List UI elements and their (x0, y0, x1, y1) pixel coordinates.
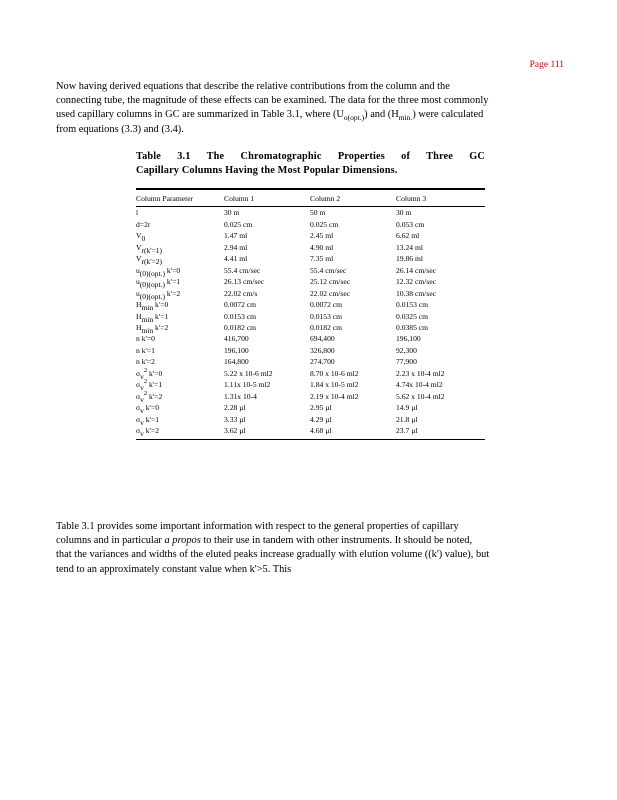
value-cell: 23.7 µl (396, 425, 485, 439)
table-row (136, 219, 485, 230)
value-cell: 274,700 (310, 357, 335, 367)
value-cell: 196,100 (396, 334, 421, 344)
table-row (136, 253, 485, 264)
table-row (136, 356, 485, 367)
outro-line: Table 3.1 provides some important information with respect to the general properties of capillary (56, 521, 459, 532)
value-cell: 3.62 µl (224, 425, 310, 439)
value-cell: 4.90 ml (310, 242, 334, 252)
table-row (136, 425, 485, 439)
value-cell: 0.025 cm (310, 219, 339, 229)
value-cell: 2.45 ml (310, 231, 334, 241)
value-cell: 77,900 (396, 357, 417, 367)
parameter-cell: l (136, 208, 139, 218)
parameter-cell: $V_0$ (136, 231, 146, 244)
value-cell: 92,300 (396, 345, 417, 355)
outro-line: that the variances and widths of the eluted peaks increase gradually with elution volume ((k') value), but (56, 549, 490, 561)
table-3-1 (136, 150, 485, 440)
value-cell: 8.70 x 10-6 ml2 (310, 368, 359, 378)
value-cell: 55.4 cm/sec (310, 265, 347, 275)
table-row (136, 379, 485, 390)
parameter-cell: $V_{r(k'=2)}$ (136, 254, 163, 267)
table-row (136, 391, 485, 402)
value-cell: 13.24 ml (396, 242, 424, 252)
intro-line: connecting tube, the magnitude of these effects can be examined. The data for the three most commonly (56, 95, 489, 107)
table-row (136, 230, 485, 241)
value-cell: 0.0182 cm (310, 322, 343, 332)
parameter-cell: $\sigma_v^2$ k'=1 (136, 378, 163, 393)
value-cell: 1.31x 10-4 (224, 391, 257, 401)
value-cell: 196,100 (224, 345, 249, 355)
value-cell: 0.0385 cm (396, 322, 429, 332)
value-cell: 0.0182 cm (224, 322, 257, 332)
value-cell: 326,800 (310, 345, 335, 355)
table-row (136, 207, 485, 219)
value-cell: 50 m (310, 208, 326, 218)
value-cell: 164,800 (224, 357, 249, 367)
page-number: Page 111 (529, 60, 564, 70)
outro-line: columns and in particular a propos to their use in tandem with other instruments. It should be noted, (56, 535, 473, 547)
value-cell: 4.41 ml (224, 254, 248, 264)
table-caption (136, 150, 485, 178)
value-cell: 5.22 x 10-6 ml2 (224, 368, 273, 378)
table-row (136, 322, 485, 333)
column-header: Column Parameter (136, 189, 224, 207)
value-cell: 30 m (396, 208, 412, 218)
table-row (136, 299, 485, 310)
parameter-cell: $H_{min}$ k'=2 (136, 322, 169, 335)
parameter-cell: $u_{(0)(opt.)}$ k'=2 (136, 288, 181, 301)
parameter-cell: d=2r (136, 219, 151, 229)
table-row (136, 414, 485, 425)
parameter-cell: n k'=1 (136, 345, 155, 355)
value-cell: 22.02 cm/sec (310, 288, 351, 298)
outro-line: tend to an approximately constant value when k'>5. This (56, 563, 292, 575)
value-cell: 2.95 µl (310, 403, 332, 413)
table-row (136, 311, 485, 322)
value-cell: 694,400 (310, 334, 335, 344)
value-cell: 0.0153 cm (224, 311, 257, 321)
column-header: Column 1 (224, 189, 310, 207)
value-cell: 22.02 cm/s (224, 288, 258, 298)
value-cell: 14.9 µl (396, 403, 418, 413)
column-header: Column 2 (310, 189, 396, 207)
table-caption-line: Table 3.1 The Chromatographic Properties of Three GC (136, 151, 485, 162)
value-cell: 30 m (224, 208, 240, 218)
value-cell: 1.11x 10-5 ml2 (224, 380, 271, 390)
parameter-cell: $\sigma_v$ k'=0 (136, 403, 159, 416)
outro-paragraph (56, 520, 566, 577)
parameter-cell: $\sigma_v^2$ k'=0 (136, 366, 163, 381)
parameter-cell: n k'=2 (136, 357, 155, 367)
parameter-cell: n k'=0 (136, 334, 155, 344)
table-row (136, 242, 485, 253)
value-cell: 6.62 ml (396, 231, 420, 241)
value-cell: 26.14 cm/sec (396, 265, 437, 275)
table-row (136, 265, 485, 276)
value-cell: 4.68 µl (310, 425, 396, 439)
intro-line: used capillary columns in GC are summarized in Table 3.1, where $(U_{o(opt.)})$ and $(H_{min.})$ were calculated (56, 109, 484, 123)
table-row (136, 276, 485, 287)
value-cell: 2.94 ml (224, 242, 248, 252)
parameter-cell: $\sigma_v$ k'=2 (136, 425, 224, 439)
value-cell: 0.0072 cm (310, 300, 343, 310)
column-header: Column 3 (396, 189, 485, 207)
parameter-cell: $u_{(0)(opt.)}$ k'=0 (136, 265, 181, 278)
value-cell: 26.13 cm/sec (224, 277, 265, 287)
value-cell: 2.28 µl (224, 403, 246, 413)
intro-paragraph (56, 80, 566, 137)
parameter-cell: $H_{min}$ k'=0 (136, 300, 169, 313)
table-body (136, 207, 485, 439)
value-cell: 2.19 x 10-4 ml2 (310, 391, 359, 401)
table-row (136, 333, 485, 344)
table-row (136, 345, 485, 356)
parameter-cell: $\sigma_v$ k'=1 (136, 414, 159, 427)
table-row (136, 368, 485, 379)
value-cell: 7.35 ml (310, 254, 334, 264)
value-cell: 5.62 x 10-4 ml2 (396, 391, 445, 401)
parameter-cell: $\sigma_v^2$ k'=2 (136, 389, 163, 404)
value-cell: 1.84 x 10-5 ml2 (310, 380, 359, 390)
table-row (136, 402, 485, 413)
value-cell: 19.86 ml (396, 254, 424, 264)
value-cell: 416,700 (224, 334, 249, 344)
value-cell: 21.8 µl (396, 414, 418, 424)
table-header-row (136, 189, 485, 207)
value-cell: 25.12 cm/sec (310, 277, 351, 287)
value-cell: 4.29 µl (310, 414, 332, 424)
value-cell: 0.053 cm (396, 219, 425, 229)
properties-table (136, 188, 485, 440)
value-cell: 0.0325 cm (396, 311, 429, 321)
value-cell: 10.38 cm/sec (396, 288, 437, 298)
value-cell: 3.33 µl (224, 414, 246, 424)
value-cell: 1.47 ml (224, 231, 248, 241)
value-cell: 55.4 cm/sec (224, 265, 261, 275)
parameter-cell: $V_{r(k'=1)}$ (136, 242, 163, 255)
table-caption-line: Capillary Columns Having the Most Popular Dimensions. (136, 165, 398, 176)
value-cell: 0.0153 cm (310, 311, 343, 321)
table-row (136, 288, 485, 299)
parameter-cell: $H_{min}$ k'=1 (136, 311, 169, 324)
parameter-cell: $u_{(0)(opt.)}$ k'=1 (136, 277, 181, 290)
value-cell: 2.23 x 10-4 ml2 (396, 368, 445, 378)
value-cell: 0.0153 cm (396, 300, 429, 310)
value-cell: 12.32 cm/sec (396, 277, 437, 287)
intro-line: Now having derived equations that describe the relative contributions from the column and the (56, 81, 450, 92)
value-cell: 4.74x 10-4 ml2 (396, 380, 443, 390)
value-cell: 0.025 cm (224, 219, 253, 229)
value-cell: 0.0072 cm (224, 300, 257, 310)
intro-line: from equations (3.3) and (3.4). (56, 123, 184, 135)
